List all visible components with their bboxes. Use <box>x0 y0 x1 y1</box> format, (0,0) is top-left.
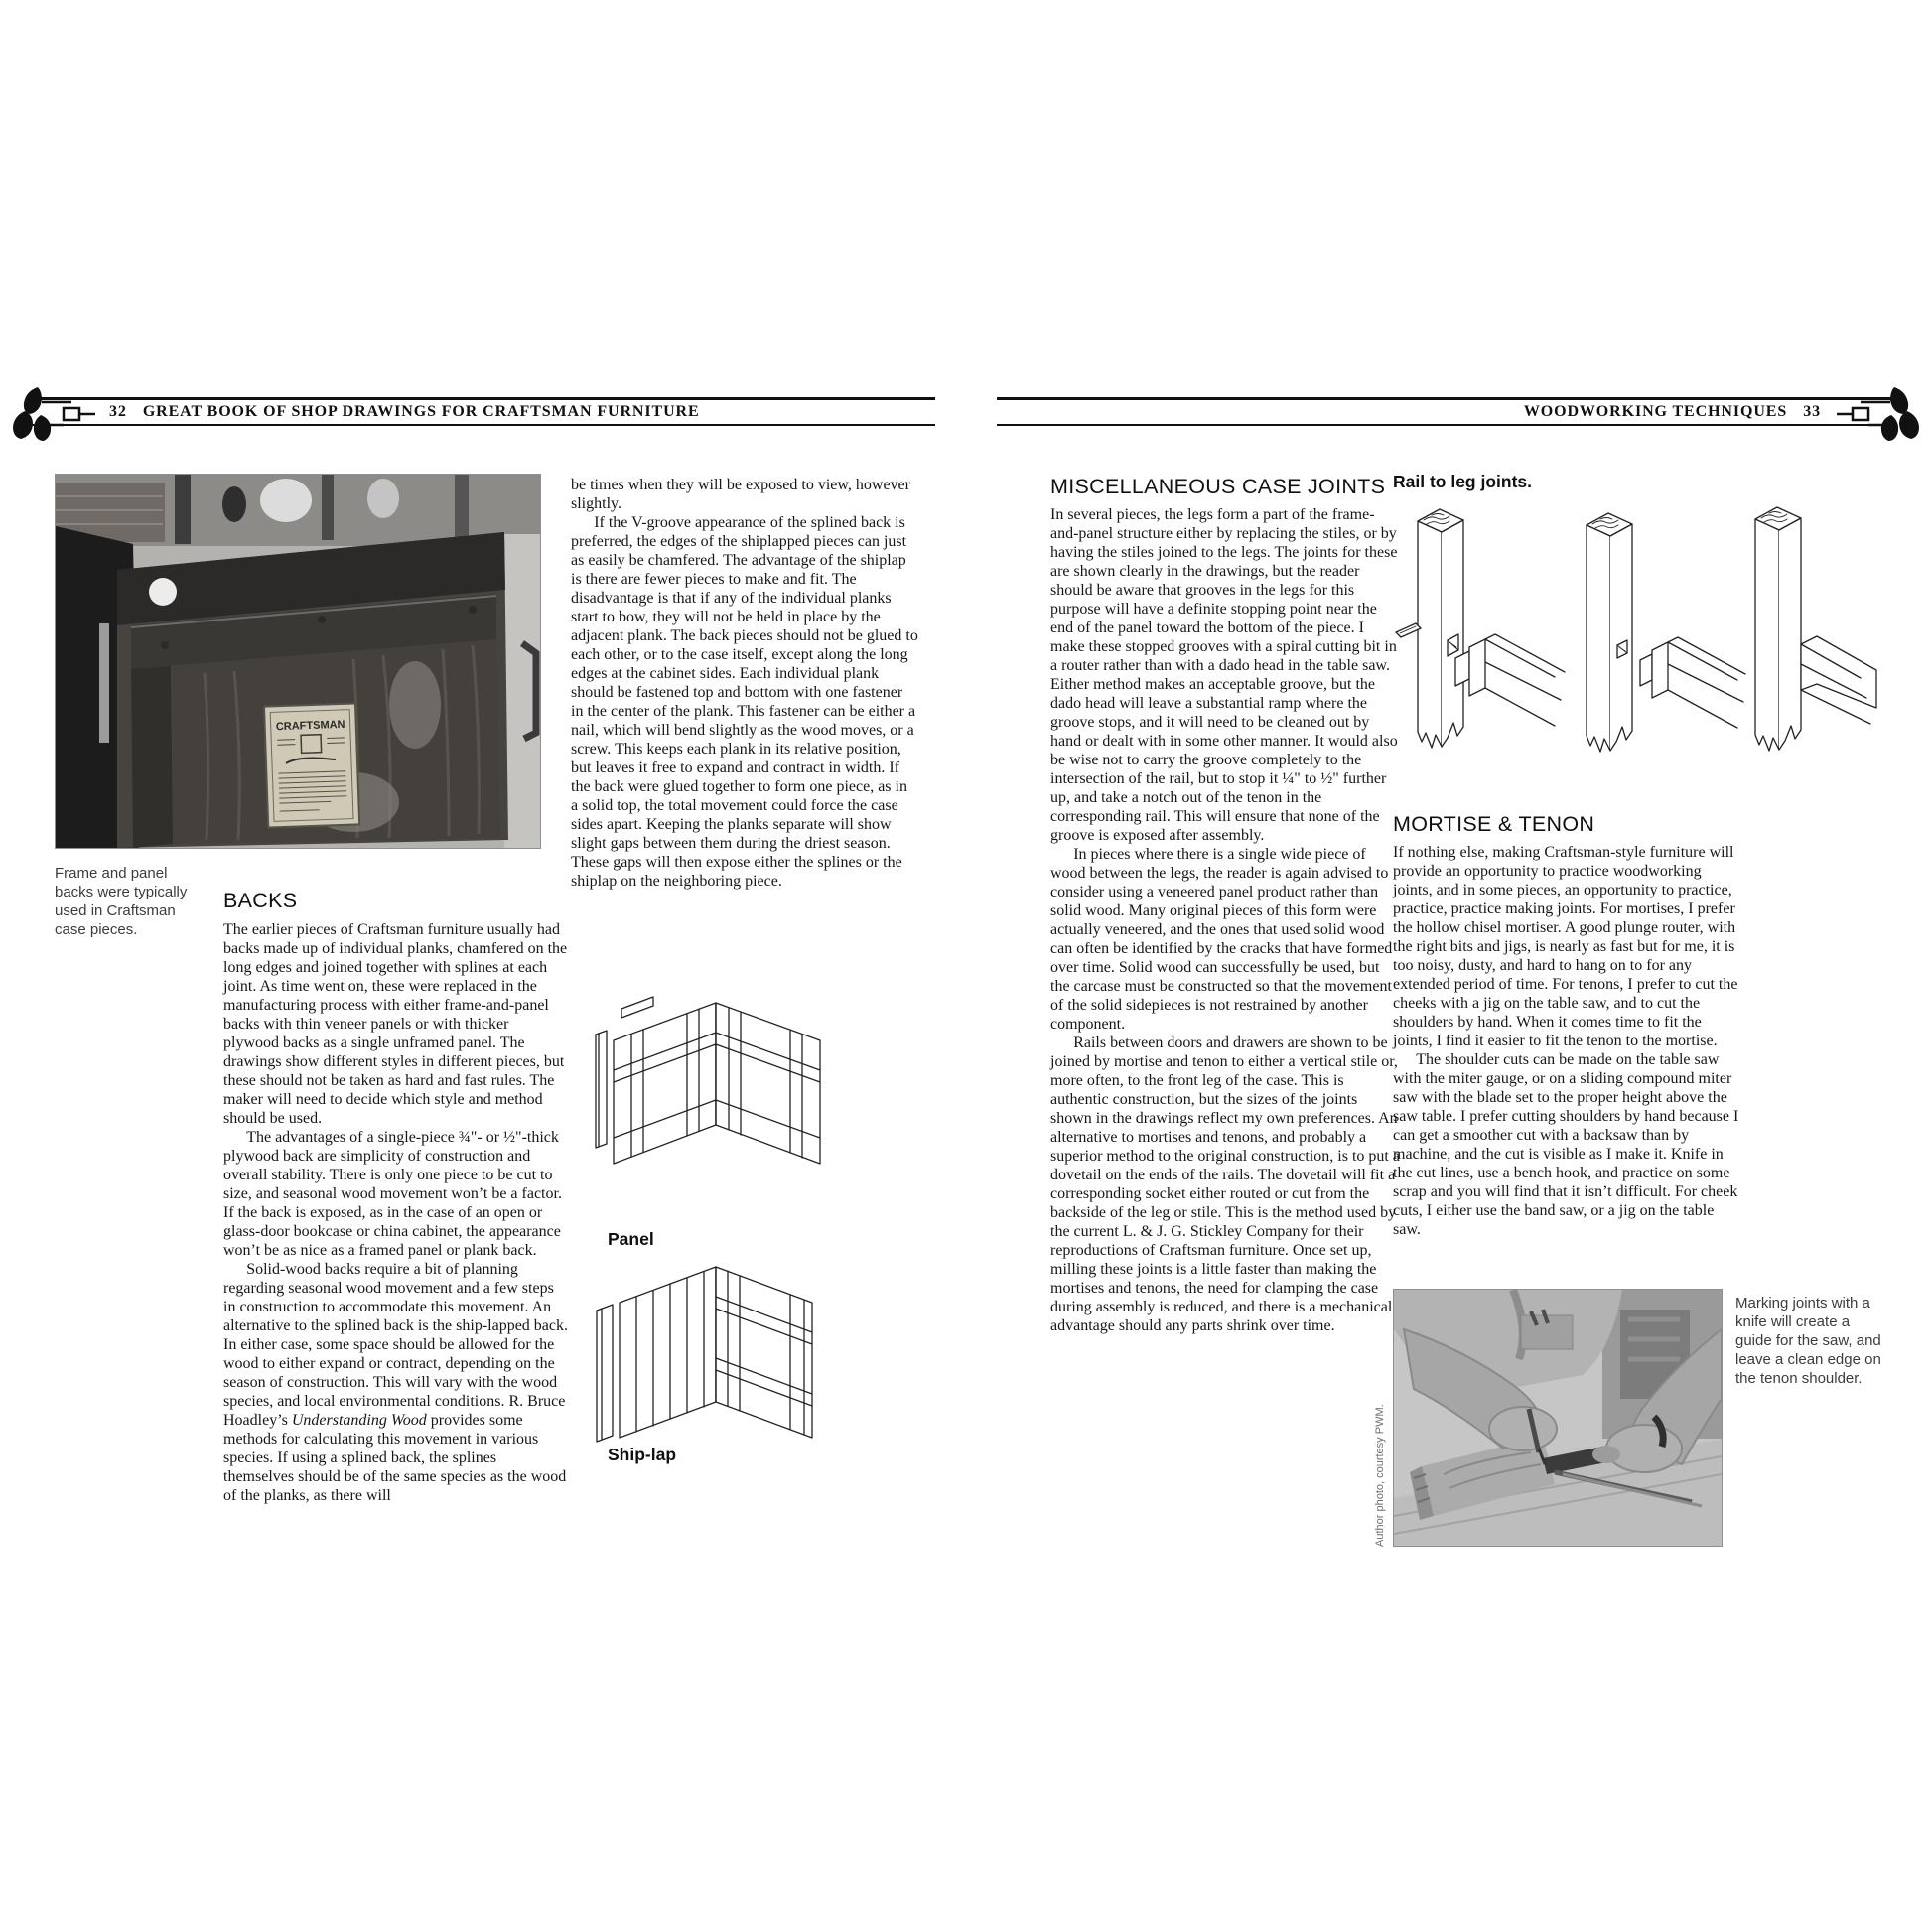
seed-pod-ornament-icon <box>1829 385 1924 443</box>
body-paragraph: In pieces where there is a single wide piece of wood between the legs, the reader is again advised to consider using a veneered panel product rather than solid wood. Many original pieces of this form were actually veneered, and the ones that used solid wood can often be identified by the cracks that have formed over time. Solid wood can successfully be used, but the carcase must be constructed so that the movement of the solid sidepieces is not restrained by another component. <box>1050 846 1393 1033</box>
right-running-title: WOODWORKING TECHNIQUES <box>1523 403 1788 420</box>
rail-to-leg-joints-drawing <box>1388 501 1880 791</box>
backs-column-continued <box>571 476 918 891</box>
left-running-title: GREAT BOOK OF SHOP DRAWINGS FOR CRAFTSMAN FURNITURE <box>142 403 700 420</box>
right-page-number: 33 <box>1803 403 1821 420</box>
seed-pod-ornament-icon <box>8 385 103 443</box>
mortise-tenon-heading: MORTISE & TENON <box>1393 812 1595 836</box>
panel-figure-label: Panel <box>608 1229 654 1249</box>
case-joints-column <box>1050 505 1400 1335</box>
shiplap-figure-label: Ship-lap <box>608 1445 677 1464</box>
case-back-photo <box>55 474 541 849</box>
left-page-number: 32 <box>109 403 127 420</box>
craftsman-label-text: CRAFTSMAN <box>275 718 345 734</box>
body-paragraph: The earlier pieces of Craftsman furniture usually had backs made up of individual planks, chamfered on the long edges and joined together with splines at each joint. As time went on, these were replaced in the manufacturing process with either frame-and-panel backs with thin veneer panels or with thicker plywood backs as a single unframed panel. The drawings show different styles in different pieces, but these should not be taken as hard and fast rules. The maker will need to decide which style and method should be used. <box>223 921 568 1127</box>
backs-column <box>223 920 568 1505</box>
shiplap-back-drawing <box>592 1259 846 1457</box>
knife-marking-photo-art <box>1394 1290 1722 1546</box>
right-photo-caption: Marking joints with a knife will create a guide for the saw, and leave a clean edge on the tenon shoulder. <box>1735 1295 1881 1387</box>
body-paragraph: The advantages of a single-piece ¾"- or ½"-thick plywood back are simplicity of construction and overall stability. There is only one piece to be cut to size, and seasonal wood movement won’t be a factor. If the back is exposed, as in the case of an open or glass-door bookcase or china cabinet, the appearance won’t be as nice as a framed panel or plank back. <box>223 1129 562 1259</box>
body-paragraph: If nothing else, making Craftsman-style furniture will provide an opportunity to practice woodworking joints, and in some pieces, an opportunity to practice, practice, practice making joints. For mortises, I prefer the hollow chisel mortiser. A good plunge router, with the right bits and jigs, is nearly as fast but for me, it is too noisy, dusty, and hard to hang on to for any extended period of time. For tenons, I prefer to cut the cheeks with a jig on the table saw, and to cut the shoulders by hand. When it comes time to fit the joints, I find it easier to fit the tenon to the mortise. <box>1393 844 1738 1049</box>
author-photo-credit-wrap <box>1374 1289 1386 1547</box>
case-back-photo-art <box>56 475 540 848</box>
case-joints-heading: MISCELLANEOUS CASE JOINTS <box>1050 475 1386 498</box>
left-page-header <box>32 397 935 426</box>
photo-credit: Author photo, courtesy PWM. <box>1374 1404 1386 1547</box>
rail-joints-figure-label: Rail to leg joints. <box>1393 472 1533 491</box>
knife-marking-photo <box>1393 1289 1723 1547</box>
body-paragraph: Solid-wood backs require a bit of planning regarding seasonal wood movement and a few steps in construction to accommodate this movement. An alternative to the splined back is the ship-lapped back. In either case, some space should be allowed for the wood to either expand or contract, depending on the season of construction. This will vary with the wood species, and local environmental conditions. R. Bruce Hoadley’s Understanding Wood provides some methods for calculating this movement in various species. If using a splined back, the splines themselves should be of the same species as the wood of the planks, as there will <box>223 1261 568 1504</box>
mortise-tenon-column <box>1393 843 1744 1239</box>
body-paragraph: be times when they will be exposed to view, however slightly. <box>571 477 910 512</box>
left-photo-caption: Frame and panel backs were typically used in Craftsman case pieces. <box>55 865 188 938</box>
body-paragraph: In several pieces, the legs form a part of the frame-and-panel structure either by replacing the stiles, or by having the stiles joined to the legs. The joints for these are shown clearly in the drawings, but the reader should be aware that grooves in the legs for this purpose will have a definite stopping point near the end of the panel toward the bottom of the piece. I make these stopped grooves with a spiral cutting bit in a router rather than with a dado head in the table saw. Either method makes an acceptable groove, but the dado head will leave a substantial ramp where the groove stops, and it will need to be cleaned out by hand or dealt with in some other manner. It would also be wise not to carry the groove completely to the intersection of the rail, but to stop it ¼" to ½" further up, and take a notch out of the tenon in the corresponding rail. This will ensure that none of the groove is exposed after assembly. <box>1050 506 1398 844</box>
right-page-header <box>997 397 1896 426</box>
backs-heading: BACKS <box>223 889 298 912</box>
panel-back-drawing <box>592 993 846 1229</box>
body-paragraph: If the V-groove appearance of the splined back is preferred, the edges of the shiplapped pieces can just as easily be chamfered. The advantage of the shiplap is there are fewer pieces to make and fit. The disadvantage is that if any of the individual planks start to bow, they will not be held in place by the adjacent plank. The back pieces should not be glued to each other, or to the case itself, except along the long edges at the cabinet sides. Each individual plank should be fastened top and bottom with one fastener in the center of the plank. This fastener can be either a nail, which will bend slightly as the wood moves, or a screw. This keeps each plank in its relative position, but leaves it free to expand and contract in width. If the back were glued together to form one piece, as in a solid top, the total movement could force the case sides apart. Keeping the planks separate will show slight gaps between them during the driest season. These gaps will then expose either the splines or the shiplap on the neighboring piece. <box>571 514 918 890</box>
body-paragraph: Rails between doors and drawers are shown to be joined by mortise and tenon to either a vertical stile or, more often, to the front leg of the case. This is authentic construction, but the sizes of the joints shown in the drawings reflect my own preferences. An alternative to mortises and tenons, and probably a superior method to the original construction, is to put a dovetail on the ends of the rails. The dovetail will fit a corresponding socket either routed or cut from the backside of the leg or stile. This is the method used by the current L. & J. G. Stickley Company for their reproductions of Craftsman furniture. Once set up, milling these joints is a little faster than making the mortises and tenons, the need for clamping the case during assembly is reduced, and there is a mechanical advantage should any parts shrink over time. <box>1050 1035 1400 1334</box>
body-paragraph: The shoulder cuts can be made on the table saw with the miter gauge, or on a sliding compound miter saw with the blade set to the proper height above the saw table. I prefer cutting shoulders by hand because I can get a smoother cut with a backsaw than by machine, and the cut is visible as I make it. Knife in the cut lines, use a bench hook, and practice on some scrap and you will find that it isn’t difficult. For cheek cuts, I either use the band saw, or a jig on the table saw. <box>1393 1051 1739 1238</box>
